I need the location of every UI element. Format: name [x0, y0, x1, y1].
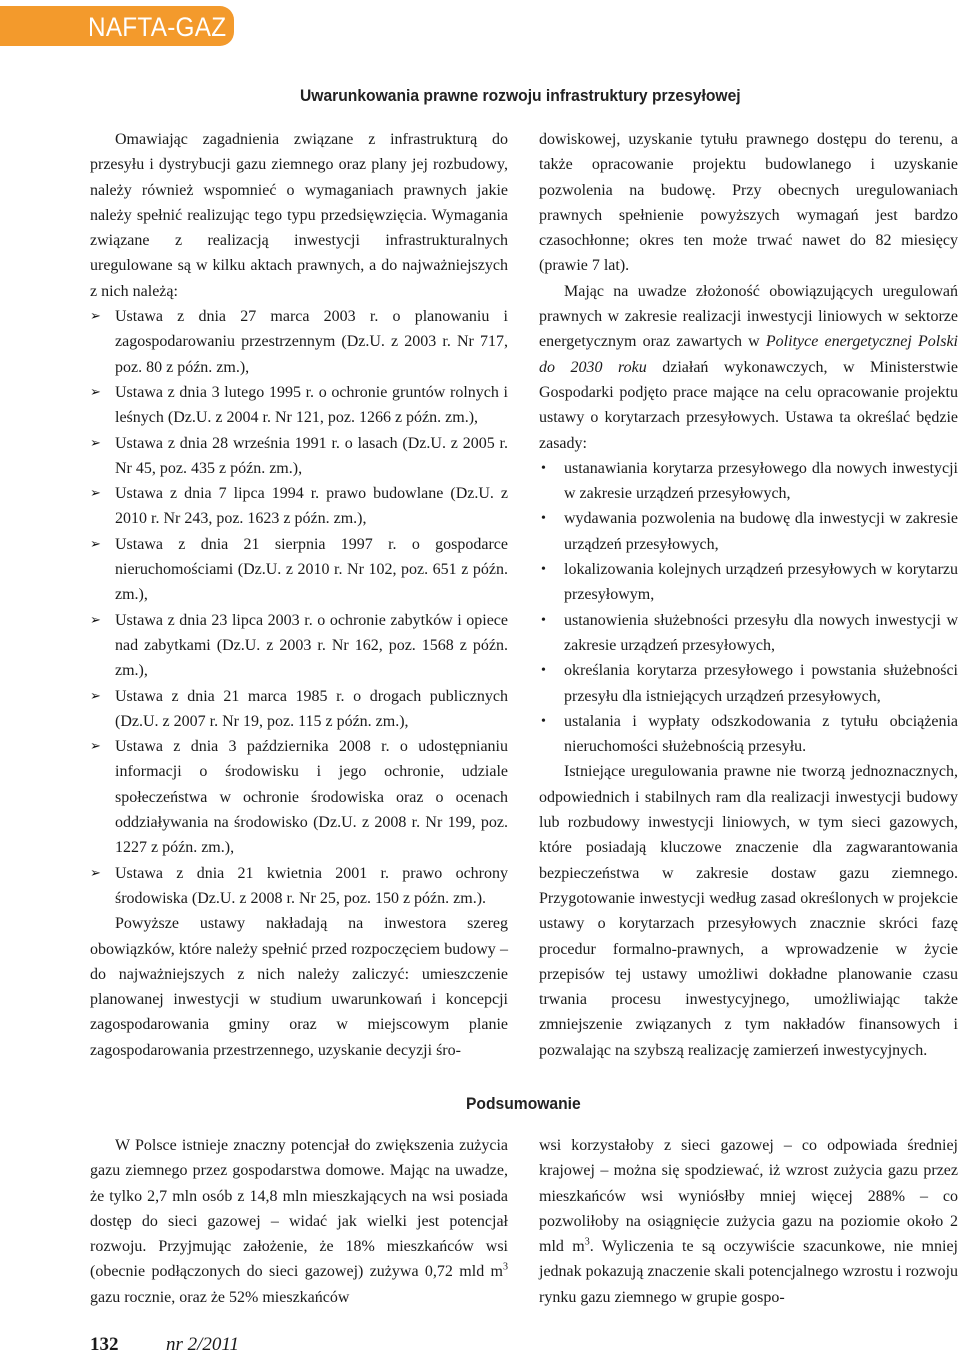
- left-column: [90, 127, 508, 1063]
- rule-list-item: • określania korytarza przesyłowego i powstania służebności przesyłu dla istniejących urządzeń przesyłowych,: [539, 658, 958, 709]
- bullet-icon: •: [541, 562, 546, 578]
- rules-list: [539, 456, 958, 760]
- arrow-bullet-icon: ➢: [90, 865, 101, 881]
- paragraph: Istniejące uregulowania prawne nie tworzą jednoznacznych, odpowiednich i stabilnych ram dla realizacji inwestycji budowy lub rozbudowy inwestycji liniowych, w tym sieci gazowych, które posiadają kluczowe znaczenie dla zagwarantowania bezpieczeństwa w zakresie dostaw gazu ziemnego. Przygotowanie inwestycji według zasad określonych w projekcie ustawy o korytarzach przesyłowych znacznie skróci fazę procedur formalno-prawnych, a wprowadzenie w życie przepisów tej ustawy umożliwi dokładne planowanie czasu trwania procesu inwestycyjnego, umożliwiając także zmniejszenie związanych z tym nakładów finansowych i pozwalając na szybszą realizację zamierzeń inwestycyjnych.: [539, 763, 958, 1059]
- arrow-bullet-icon: ➢: [90, 435, 101, 451]
- law-list-item: ➢ Ustawa z dnia 27 marca 2003 r. o planowaniu i zagospodarowaniu przestrzennym (Dz.U. z 2003 r. Nr 717, poz. 80 z późn. zm.),: [90, 304, 508, 380]
- paragraph: Omawiając zagadnienia związane z infrastrukturą do przesyłu i dystrybucji gazu ziemnego oraz plany jej rozbudowy, należy również wspomnieć o wymaganiach prawnych jakie należy spełnić realizując tego typu przedsięwzięcia. Wymagania związane z realizacją inwestycji infrastrukturalnych uregulowane są w kilku aktach prawnych, a do najważniejszych z nich należą:: [90, 131, 508, 300]
- law-list-item: ➢ Ustawa z dnia 7 lipca 1994 r. prawo budowlane (Dz.U. z 2010 r. Nr 243, poz. 1623 z późn. zm.),: [90, 481, 508, 532]
- summary-right-column: [539, 1133, 958, 1310]
- bullet-icon: •: [541, 511, 546, 527]
- bullet-icon: •: [541, 460, 546, 476]
- arrow-bullet-icon: ➢: [90, 612, 101, 628]
- right-column: [539, 127, 958, 1063]
- paragraph: dowiskowej, uzyskanie tytułu prawnego dostępu do terenu, a także opracowanie projektu budowlanego i uzyskanie pozwolenia na budowę. Przy obecnych uregulowaniach prawnych spełnienie powyższych wymagań jest bardzo czasochłonne; okres ten może trwać nawet do 82 miesięcy (prawie 7 lat).: [539, 131, 958, 275]
- bullet-icon: •: [541, 612, 546, 628]
- law-list-item: ➢ Ustawa z dnia 21 sierpnia 1997 r. o gospodarce nieruchomościami (Dz.U. z 2010 r. Nr 102, poz. 651 z późn. zm.),: [90, 532, 508, 608]
- section-title: Uwarunkowania prawne rozwoju infrastruktury przesyłowej: [300, 86, 741, 105]
- arrow-bullet-icon: ➢: [90, 536, 101, 552]
- paragraph: Mając na uwadze złożoność obowiązujących uregulowań prawnych w zakresie realizacji inwestycji liniowych w sektorze energetycznym oraz zawartych w Polityce energetycznej Polski do 2030 roku działań wykonawczych, w Ministerstwie Gospodarki podjęto prace mające na celu opracowanie projektu ustawy o korytarzach przesyłowych. Ustawa ta określać będzie zasady:: [539, 282, 958, 452]
- arrow-bullet-icon: ➢: [90, 486, 101, 502]
- bullet-icon: •: [541, 663, 546, 679]
- law-list-item: ➢ Ustawa z dnia 23 lipca 2003 r. o ochronie zabytków i opiece nad zabytkami (Dz.U. z 2003 r. Nr 162, poz. 1568 z późn. zm.),: [90, 608, 508, 684]
- summary-heading: Podsumowanie: [466, 1094, 581, 1113]
- arrow-bullet-icon: ➢: [90, 309, 101, 325]
- law-list-item: ➢ Ustawa z dnia 21 kwietnia 2001 r. prawo ochrony środowiska (Dz.U. z 2008 r. Nr 25, poz. 150 z późn. zm.).: [90, 861, 508, 912]
- page-number: 132: [90, 1334, 119, 1355]
- law-list-item: ➢ Ustawa z dnia 21 marca 1985 r. o drogach publicznych (Dz.U. z 2007 r. Nr 19, poz. 115 z późn. zm.),: [90, 684, 508, 735]
- rule-list-item: • ustalania i wypłaty odszkodowania z tytułu obciążenia nieruchomości służebnością przesyłu.: [539, 709, 958, 760]
- arrow-bullet-icon: ➢: [90, 739, 101, 755]
- paragraph: wsi korzystałoby z sieci gazowej – co odpowiada średniej krajowej – można się spodziewać, iż wzrost zużycia gazu przez mieszkańców wsi wyniósłby mniej więcej 288% – co pozwoliłoby na osiągnięcie zużycia gazu na poziomie około 2 mld $m^3$. Wyliczenia te są oczywiście szacunkowe, nie mniej jednak pokazują znaczenie skali potencjalnego wzrostu i rozwoju rynku gazu ziemnego w grupie gospo-: [539, 1137, 958, 1306]
- law-list-item: ➢ Ustawa z dnia 3 lutego 1995 r. o ochronie gruntów rolnych i leśnych (Dz.U. z 2004 r. Nr 121, poz. 1266 z późn. zm.),: [90, 380, 508, 431]
- rule-list-item: • wydawania pozwolenia na budowę dla inwestycji w zakresie urządzeń przesyłowych,: [539, 506, 958, 557]
- rule-list-item: • ustanowienia służebności przesyłu dla nowych inwestycji w zakresie urządzeń przesyłowych,: [539, 608, 958, 659]
- arrow-bullet-icon: ➢: [90, 688, 101, 704]
- law-list: [90, 304, 508, 911]
- issue-number: nr 2/2011: [166, 1334, 240, 1355]
- rule-list-item: • lokalizowania kolejnych urządzeń przesyłowych w korytarzu przesyłowym,: [539, 557, 958, 608]
- rule-list-item: • ustanawiania korytarza przesyłowego dla nowych inwestycji w zakresie urządzeń przesyłowych,: [539, 456, 958, 507]
- summary-left-column: [90, 1133, 508, 1310]
- paragraph: W Polsce istnieje znaczny potencjał do zwiększenia zużycia gazu ziemnego przez gospodarstwa domowe. Mając na uwadze, że tylko 2,7 mln osób z 14,8 mln mieszkających na wsi posiada dostęp do sieci gazowej – widać jak wielki jest potencjał rozwoju. Przyjmując założenie, że 18% mieszkańców wsi (obecnie podłączonych do sieci gazowej) zużywa 0,72 mld $m^3$ gazu rocznie, oraz że 52% mieszkańców: [90, 1137, 508, 1306]
- bullet-icon: •: [541, 713, 546, 729]
- law-list-item: ➢ Ustawa z dnia 28 września 1991 r. o lasach (Dz.U. z 2005 r. Nr 45, poz. 435 z późn. zm.),: [90, 431, 508, 482]
- law-list-item: ➢ Ustawa z dnia 3 października 2008 r. o udostępnianiu informacji o środowisku i jego ochronie, udziale społeczeństwa w ochronie środowiska oraz o ocenach oddziaływania na środowisko (Dz.U. z 2008 r. Nr 199, poz. 1227 z późn. zm.),: [90, 734, 508, 860]
- policy-title: Polityce energetycznej Polski do 2030 roku: [539, 333, 958, 376]
- journal-name: NAFTA-GAZ: [88, 12, 227, 42]
- arrow-bullet-icon: ➢: [90, 384, 101, 400]
- paragraph: Powyższe ustawy nakładają na inwestora szereg obowiązków, które należy spełnić przed rozpoczęciem budowy – do najważniejszych z nich należy zaliczyć: umieszczenie planowanej inwestycji w studium uwarunkowań i koncepcji zagospodarowania gminy oraz w miejscowym planie zagospodarowania przestrzennego, uzyskanie decyzji śro-: [90, 915, 508, 1059]
- journal-header-tab: [0, 6, 234, 46]
